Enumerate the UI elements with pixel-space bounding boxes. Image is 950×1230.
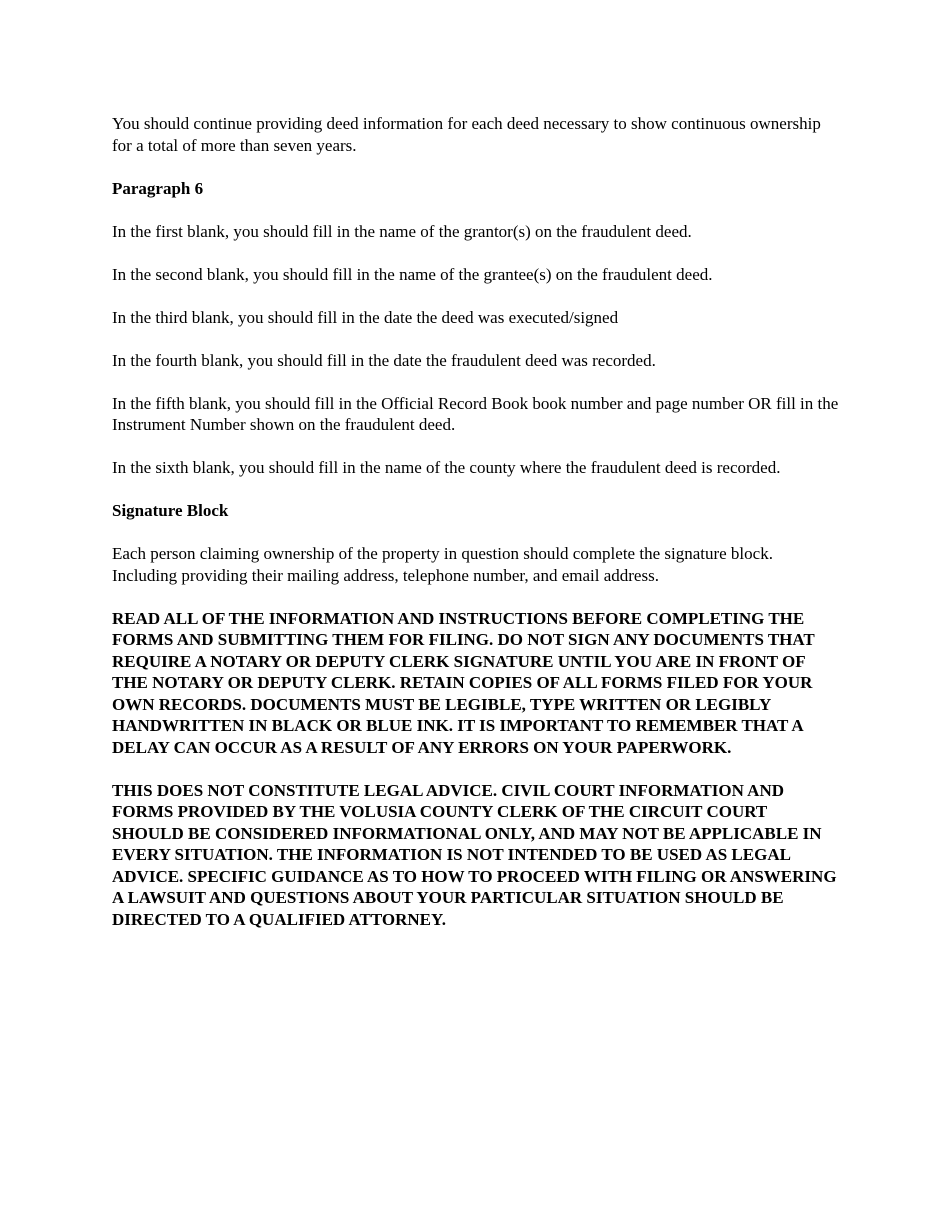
warning-notice: READ ALL OF THE INFORMATION AND INSTRUCTIONS BEFORE COMPLETING THE FORMS AND SUBMITTING THEM FOR FILING. DO NOT SIGN ANY DOCUMENTS THAT REQUIRE A NOTARY OR DEPUTY CLERK SIGNATURE UNTIL YOU ARE IN FRONT OF THE NOTARY OR DEPUTY CLERK. RETAIN COPIES OF ALL FORMS FILED FOR YOUR OWN RECORDS. DOCUMENTS MUST BE LEGIBLE, TYPE WRITTEN OR LEGIBLY HANDWRITTEN IN BLACK OR BLUE INK. IT IS IMPORTANT TO REMEMBER THAT A DELAY CAN OCCUR AS A RESULT OF ANY ERRORS ON YOUR PAPERWORK.: [112, 608, 815, 757]
instruction-first-blank: In the first blank, you should fill in the name of the grantor(s) on the fraudulent deed.: [112, 221, 692, 241]
signature-block-text: Each person claiming ownership of the property in question should complete the signature block. Including providing their mailing address, telephone number, and email address.: [112, 544, 773, 585]
signature-block-heading: Signature Block: [112, 501, 229, 520]
instruction-second-blank: In the second blank, you should fill in the name of the grantee(s) on the fraudulent deed.: [112, 264, 713, 284]
legal-disclaimer: THIS DOES NOT CONSTITUTE LEGAL ADVICE. CIVIL COURT INFORMATION AND FORMS PROVIDED BY THE VOLUSIA COUNTY CLERK OF THE CIRCUIT COURT SHOULD BE CONSIDERED INFORMATIONAL ONLY, AND MAY NOT BE APPLICABLE IN EVERY SITUATION. THE INFORMATION IS NOT INTENDED TO BE USED AS LEGAL ADVICE. SPECIFIC GUIDANCE AS TO HOW TO PROCEED WITH FILING OR ANSWERING A LAWSUIT AND QUESTIONS ABOUT YOUR PARTICULAR SITUATION SHOULD BE DIRECTED TO A QUALIFIED ATTORNEY.: [112, 780, 837, 929]
instruction-fifth-blank: In the fifth blank, you should fill in the Official Record Book book number and page number OR fill in the Instrument Number shown on the fraudulent deed.: [112, 393, 839, 434]
paragraph-6-heading: Paragraph 6: [112, 178, 204, 198]
document-page: [112, 113, 842, 930]
instruction-sixth-blank: In the sixth blank, you should fill in the name of the county where the fraudulent deed is recorded.: [112, 458, 781, 477]
instruction-fourth-blank: In the fourth blank, you should fill in the date the fraudulent deed was recorded.: [112, 350, 656, 370]
intro-paragraph: You should continue providing deed information for each deed necessary to show continuous ownership for a total of more than seven years.: [112, 114, 821, 155]
instruction-third-blank: In the third blank, you should fill in the date the deed was executed/signed: [112, 307, 619, 327]
